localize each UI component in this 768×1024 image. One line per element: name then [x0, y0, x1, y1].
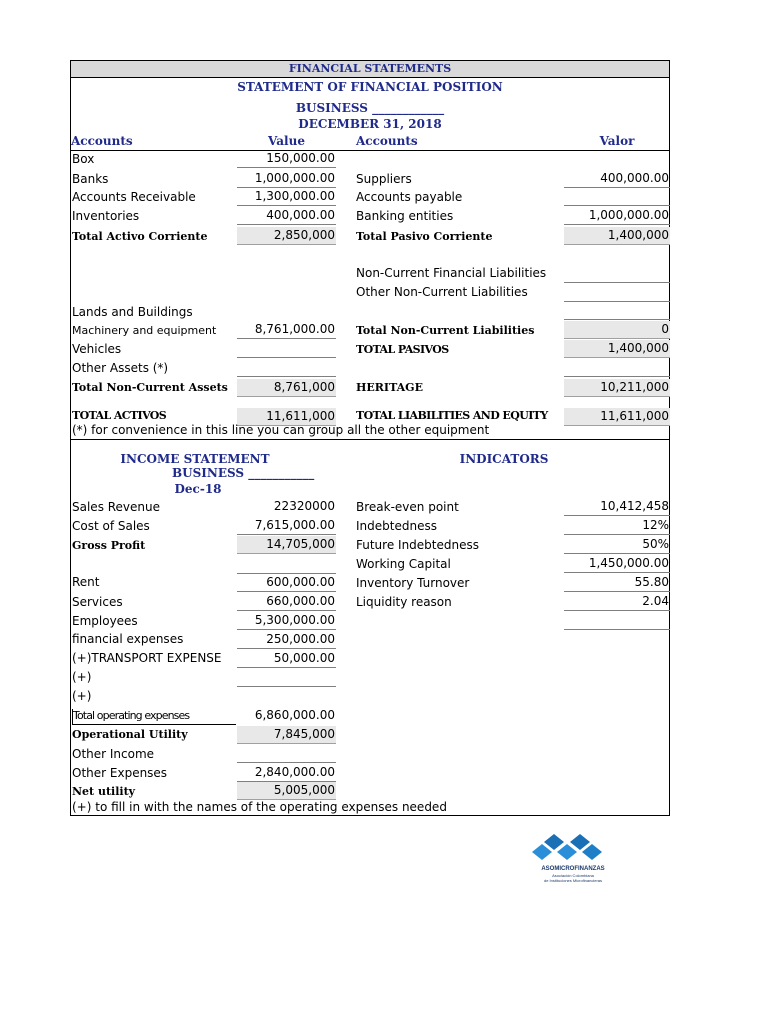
logo-tagline-1: Asociación Colombiana — [552, 873, 594, 878]
income-value: 2,840,000.00 — [237, 764, 336, 782]
liability-value — [564, 265, 670, 283]
asset-total-label: Total Non-Current Assets — [72, 381, 228, 394]
footnote-equipment: (*) for convenience in this line you can group all the other equipment — [72, 423, 490, 437]
liability-total-value: 0 — [564, 321, 670, 339]
asset-label: Inventories — [72, 209, 140, 223]
liability-value: 1,000,000.00 — [564, 207, 670, 225]
asset-value: 1,300,000.00 — [237, 188, 336, 206]
business-line: BUSINESS ____________ — [295, 101, 445, 115]
expense-value: 50,000.00 — [237, 650, 336, 668]
expense-value: 250,000.00 — [237, 631, 336, 649]
income-label: Cost of Sales — [72, 519, 150, 533]
total-liabilities-equity-value: 11,611,000 — [564, 408, 670, 426]
operational-utility-value: 7,845,000 — [237, 726, 336, 744]
expense-value — [237, 688, 336, 706]
expense-label: (+) — [72, 689, 92, 703]
asset-label: Accounts Receivable — [72, 190, 196, 204]
gross-profit-value: 14,705,000 — [237, 536, 336, 554]
heritage-label: HERITAGE — [356, 381, 423, 394]
liability-total-label: Total Pasivo Corriente — [356, 230, 493, 243]
expense-label: Employees — [72, 614, 138, 628]
value-header: Value — [268, 134, 305, 148]
indicator-label: Break-even point — [356, 500, 459, 514]
total-operating-label: Total operating expenses — [72, 709, 236, 725]
liability-value: 400,000.00 — [564, 170, 670, 188]
statement-date: DECEMBER 31, 2018 — [298, 117, 442, 131]
total-assets-label: TOTAL ACTIVOS — [72, 409, 167, 422]
asset-total-value: 8,761,000 — [237, 379, 336, 397]
accounts-left-header: Accounts — [71, 134, 133, 148]
asset-value — [237, 359, 336, 377]
gross-profit-label: Gross Profit — [72, 539, 146, 552]
asset-label: Vehicles — [72, 342, 122, 356]
income-label: Other Expenses — [72, 766, 168, 780]
expense-value: 660,000.00 — [237, 593, 336, 611]
expense-label: Rent — [72, 575, 100, 589]
expense-label: financial expenses — [72, 632, 184, 646]
expense-value — [237, 669, 336, 687]
indicator-value: 55.80 — [564, 574, 670, 592]
indicator-value: 10,412,458 — [564, 498, 670, 516]
asset-value: 1,000,000.00 — [237, 170, 336, 188]
valor-header: Valor — [599, 134, 635, 148]
indicator-label: Inventory Turnover — [356, 576, 470, 590]
liability-total-label: Total Non-Current Liabilities — [356, 324, 535, 337]
liability-label: Accounts payable — [356, 190, 463, 204]
income-title: INCOME STATEMENT — [120, 452, 270, 466]
income-value: 22320000 — [273, 499, 335, 513]
liability-blank-value — [564, 302, 670, 320]
operational-utility-label: Operational Utility — [72, 728, 188, 741]
logo-tagline-2: de Instituciones Microfinancieras — [543, 878, 603, 883]
expense-label: (+)TRANSPORT EXPENSE — [72, 651, 222, 665]
expense-label: (+) — [72, 670, 92, 684]
income-label: Sales Revenue — [72, 500, 161, 514]
indicator-label: Working Capital — [356, 557, 451, 571]
liability-value — [564, 188, 670, 206]
accounts-right-header: Accounts — [356, 134, 418, 148]
liability-label: Non-Current Financial Liabilities — [356, 266, 547, 280]
income-business: BUSINESS ___________ — [172, 466, 315, 480]
sheet-title: FINANCIAL STATEMENTS — [71, 61, 669, 78]
liability-label: Suppliers — [356, 172, 412, 186]
indicators-title: INDICATORS — [459, 452, 549, 466]
logo-name: ASOMICROFINANZAS — [541, 866, 605, 872]
asset-total-label: Total Activo Corriente — [72, 230, 208, 243]
total-liabilities-label: TOTAL PASIVOS — [356, 343, 449, 356]
total-liabilities-value: 1,400,000 — [564, 340, 670, 358]
net-utility-value: 5,005,000 — [237, 782, 336, 800]
asset-value: 8,761,000.00 — [237, 321, 336, 339]
total-liabilities-equity-label: TOTAL LIABILITIES AND EQUITY — [356, 409, 548, 422]
liability-label: Other Non-Current Liabilities — [356, 285, 528, 299]
total-operating-value: 6,860,000.00 — [254, 708, 335, 722]
liability-label: Banking entities — [356, 209, 454, 223]
asset-value — [237, 340, 336, 358]
heritage-value: 10,211,000 — [564, 379, 670, 397]
indicator-label: Liquidity reason — [356, 595, 452, 609]
income-blank-value — [237, 556, 336, 574]
footnote-expenses: (+) to fill in with the names of the operating expenses needed — [72, 800, 447, 814]
indicator-label: Indebtedness — [356, 519, 437, 533]
income-label: Other Income — [72, 747, 155, 761]
liability-value — [564, 284, 670, 302]
income-value: 7,615,000.00 — [237, 517, 336, 535]
statement-subtitle: STATEMENT OF FINANCIAL POSITION — [237, 80, 503, 94]
asset-label: Other Assets (*) — [72, 361, 169, 375]
expense-value: 5,300,000.00 — [237, 612, 336, 630]
asset-label: Lands and Buildings — [72, 305, 193, 319]
asset-total-value: 2,850,000 — [237, 227, 336, 245]
liability-blank-value — [564, 359, 670, 377]
header-divider — [70, 150, 670, 151]
expense-value: 600,000.00 — [237, 574, 336, 592]
indicator-blank-value — [564, 612, 670, 630]
expense-label: Services — [72, 595, 123, 609]
indicator-value: 1,450,000.00 — [564, 555, 670, 573]
total-assets-value: 11,611,000 — [237, 408, 336, 426]
indicator-value: 2.04 — [564, 593, 670, 611]
net-utility-label: Net utility — [72, 785, 136, 798]
income-date: Dec-18 — [174, 482, 222, 496]
asset-value: 150,000.00 — [237, 150, 336, 168]
indicator-value: 12% — [564, 517, 670, 535]
asset-label: Box — [72, 152, 95, 166]
income-value — [237, 745, 336, 763]
asset-value: 400,000.00 — [237, 207, 336, 225]
asset-label: Banks — [72, 172, 109, 186]
indicator-value: 50% — [564, 536, 670, 554]
asset-label: Machinery and equipment — [72, 324, 217, 337]
asomicrofinanzas-logo — [528, 832, 618, 886]
indicator-label: Future Indebtedness — [356, 538, 479, 552]
section-divider — [70, 439, 670, 440]
liability-total-value: 1,400,000 — [564, 227, 670, 245]
